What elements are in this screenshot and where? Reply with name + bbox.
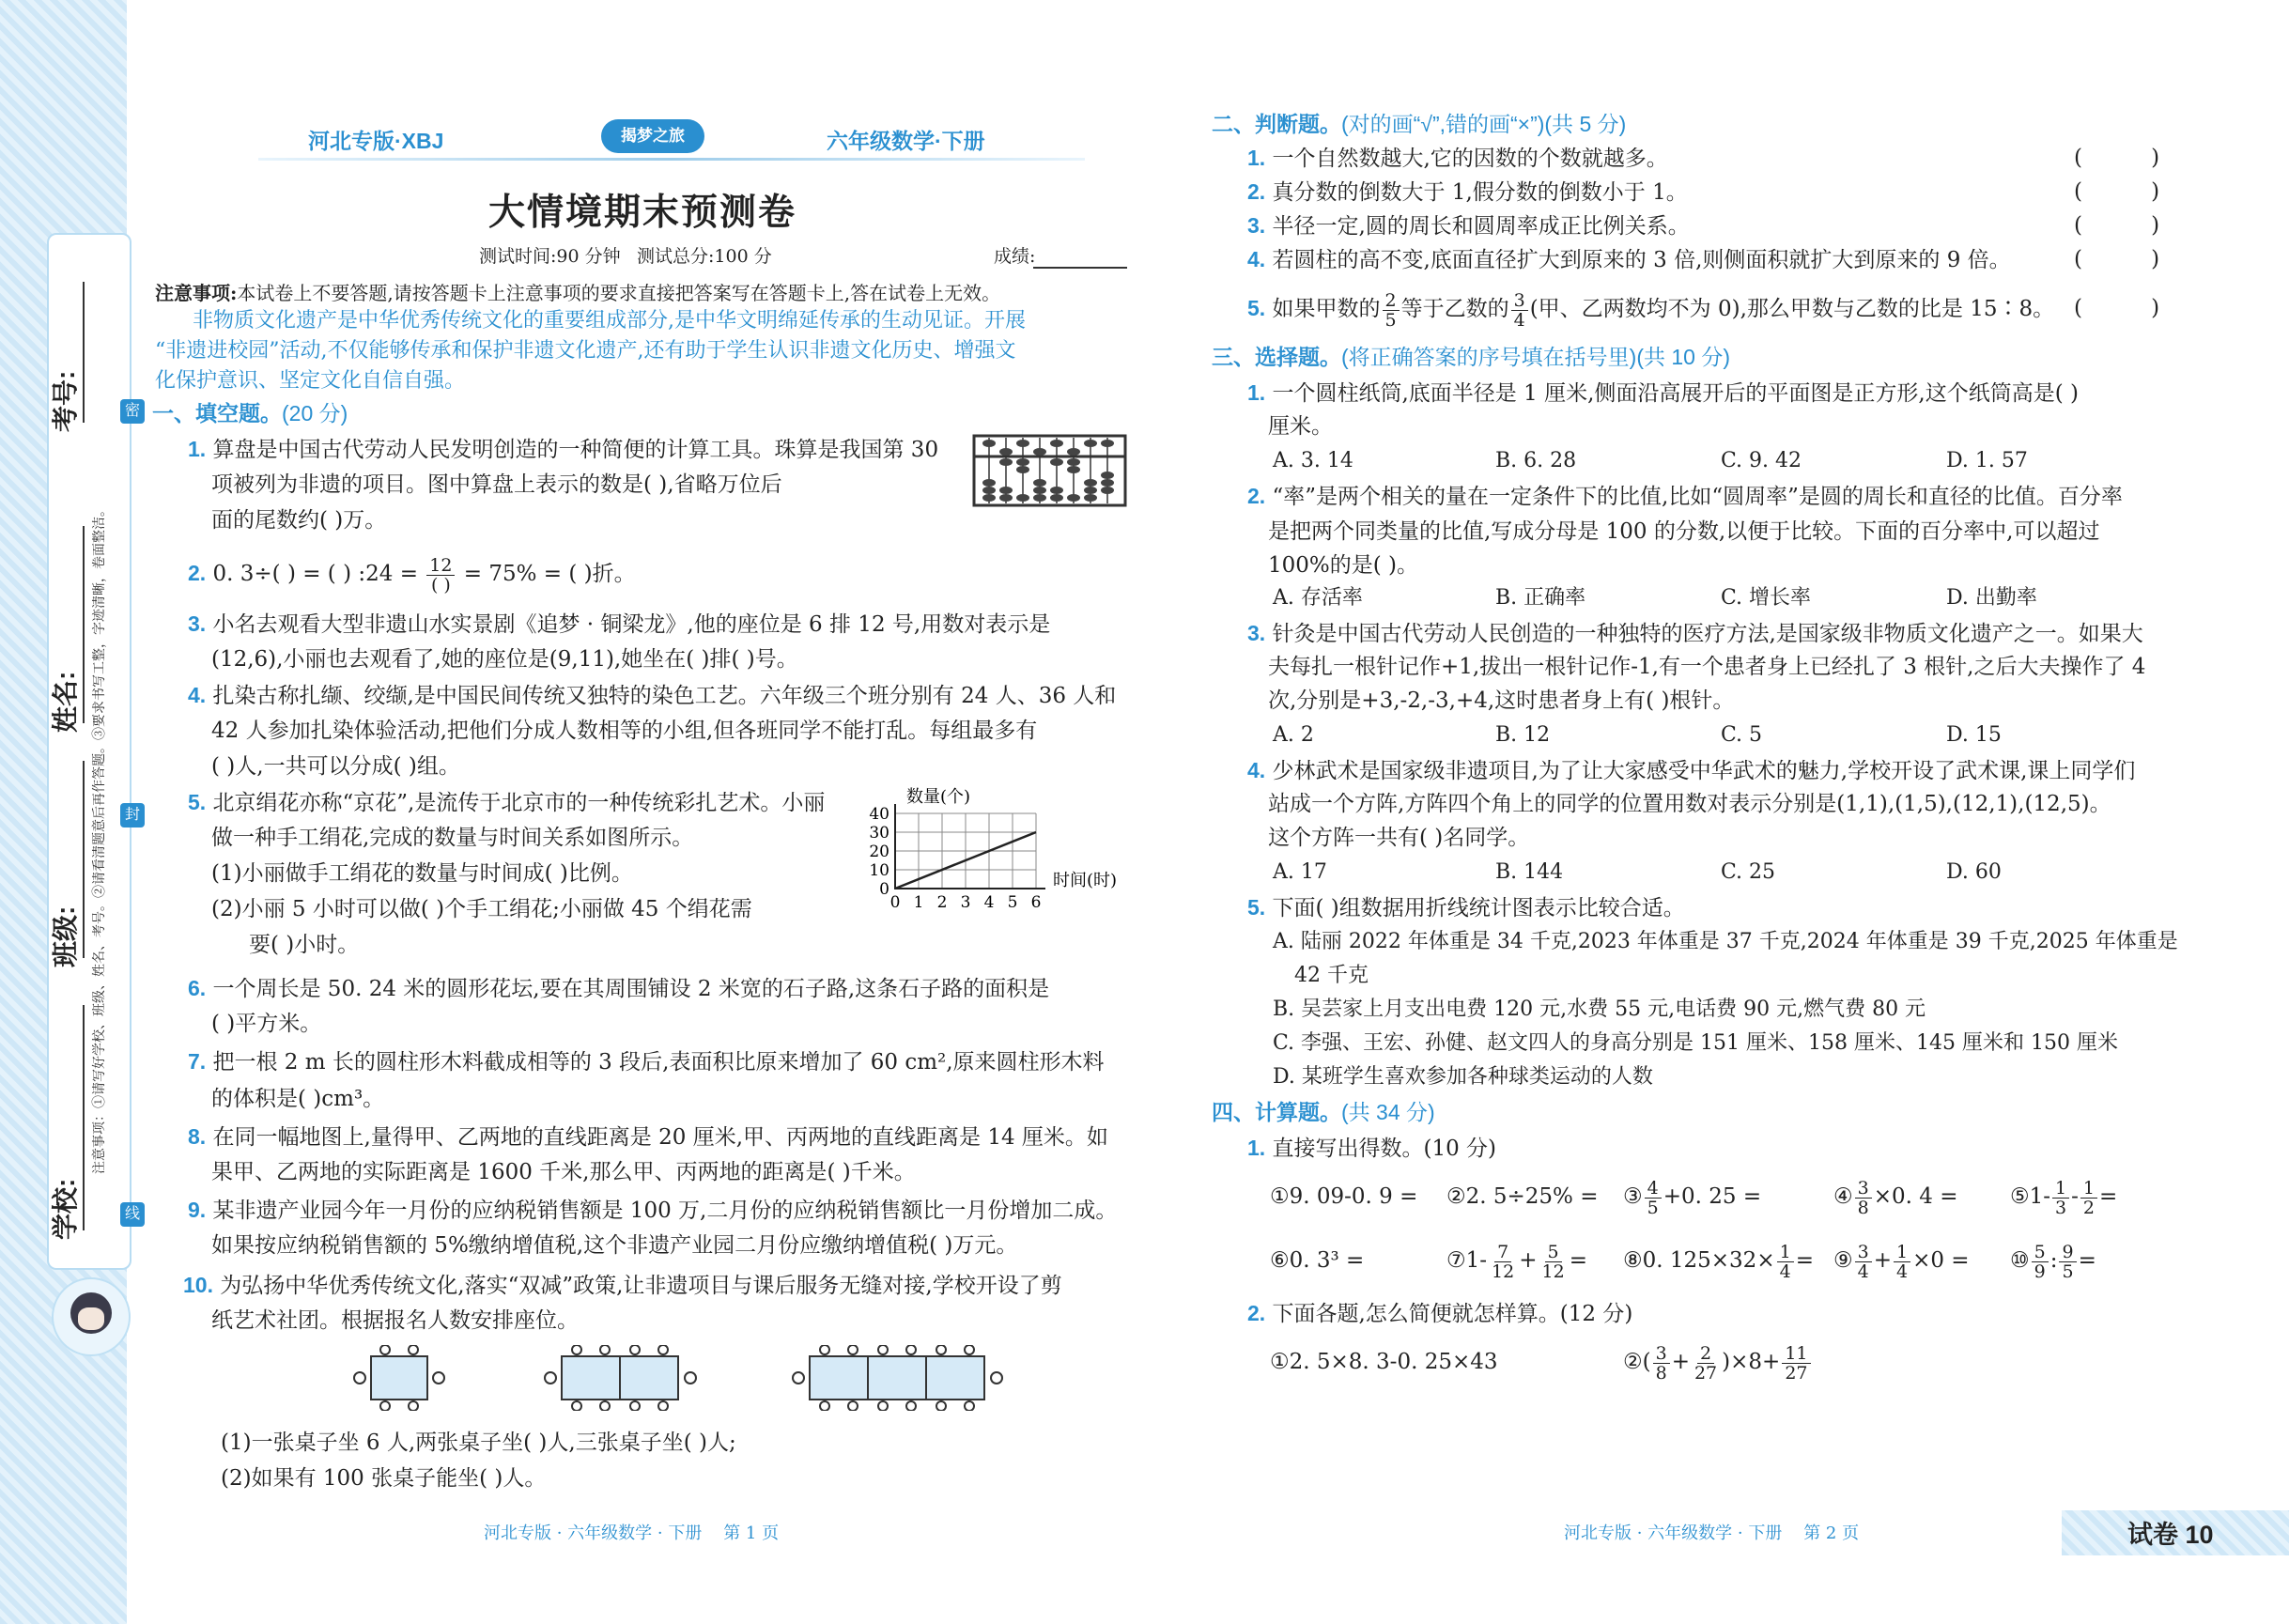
- choice-3-option-b[interactable]: B. 12: [1495, 723, 1551, 747]
- judge-3-number: 3.: [1247, 213, 1266, 238]
- judge-4-number: 4.: [1247, 247, 1266, 271]
- q5-line-4: (2)小丽 5 小时可以做( )个手工绢花;小丽做 45 个绢花需: [211, 897, 752, 921]
- frac-den: 4: [1857, 1261, 1869, 1282]
- calc-item-10-frac-a: [2032, 1243, 2049, 1281]
- frac-num: 2: [1697, 1344, 1714, 1364]
- frac-den: 4: [1513, 309, 1525, 331]
- judge-5-text-a: 如果甲数的: [1272, 297, 1381, 321]
- section-2-title: [1212, 109, 1626, 139]
- q1-line-1: [188, 434, 938, 465]
- q10-number: 10.: [183, 1273, 213, 1297]
- notice-label: 注意事项:: [155, 282, 238, 304]
- q1-number: 1.: [188, 437, 207, 461]
- choice-2-option-c[interactable]: C. 增长率: [1721, 586, 1812, 610]
- choice-3-number: 3.: [1247, 621, 1266, 645]
- section-3-label: 三、选择题。: [1212, 345, 1341, 369]
- frac-num: 3: [1855, 1243, 1872, 1262]
- choice-5-option-a-line-1[interactable]: A. 陆丽 2022 年体重是 34 千克,2023 年体重是 37 千克,2024 年体重是 39 千克,2025 年体重是: [1273, 930, 2178, 953]
- frac-num: 2: [1383, 291, 1400, 311]
- frac-num: 3: [1653, 1344, 1670, 1364]
- judge-3-answer[interactable]: ( ): [2074, 213, 2160, 238]
- choice-5-option-b[interactable]: B. 吴芸家上月支出电费 120 元,水费 55 元,电话费 90 元,燃气费 80 元: [1273, 998, 1926, 1021]
- judge-5-text-b: 等于乙数的: [1400, 297, 1509, 321]
- footer-left: 河北专版 · 六年级数学 · 下册 第 1 页: [484, 1523, 780, 1543]
- q9-text-1: 某非遗产业园今年一月份的应纳税销售额是 100 万,二月份的应纳税销售额比一月份增加二成。: [212, 1199, 1118, 1223]
- name-line: [83, 526, 85, 723]
- q4-line-3: ( )人,一共可以分成( )组。: [211, 754, 460, 779]
- intro-line-1: 非物质文化遗产是中华优秀传统文化的重要组成部分,是中华文明绵延传承的生动见证。开展: [193, 309, 1026, 333]
- calc-item-10-label: ⑩: [2010, 1248, 2030, 1273]
- class-label: 班级:: [51, 905, 80, 967]
- choice-3-line-2: 夫每扎一根针记作+1,拔出一根针记作-1,有一个患者身上已经扎了 3 根针,之后大夫操作了 4: [1268, 655, 2146, 679]
- choice-3-option-a[interactable]: A. 2: [1273, 723, 1314, 747]
- page-title: 大情境期末预测卷: [488, 191, 797, 234]
- calc-item-8-frac: [1777, 1243, 1794, 1281]
- school-line: [83, 1005, 85, 1230]
- section-3-note: (将正确答案的序号填在括号里)(共 10 分): [1341, 345, 1730, 369]
- q2-line: [188, 552, 636, 595]
- calc-item-5-frac-b: [2080, 1179, 2097, 1217]
- calc-item-8: [1623, 1234, 1814, 1287]
- frac-num: 4: [1645, 1179, 1662, 1199]
- judge-2-number: 2.: [1247, 179, 1266, 204]
- judge-5: [1247, 287, 2054, 330]
- calc-item-7-tail: =: [1569, 1248, 1587, 1273]
- choice-2-line-2: 是把两个同类量的比值,写成分母是 100 的分数,以便于比较。下面的百分率中,可以超过: [1268, 519, 2100, 544]
- judge-2-text: 真分数的倒数大于 1,假分数的倒数小于 1。: [1272, 180, 1688, 205]
- section-1-title: [152, 398, 348, 428]
- seal-mark-3: 线: [120, 1202, 145, 1227]
- judge-5-answer[interactable]: ( ): [2074, 296, 2160, 320]
- school-label: 学校:: [51, 1178, 80, 1240]
- q5-line-3: (1)小丽做手工绢花的数量与时间成( )比例。: [211, 861, 633, 886]
- calc-expr-2: [1623, 1336, 1813, 1388]
- frac-num: 7: [1494, 1243, 1511, 1262]
- frac-den: 27: [1785, 1362, 1808, 1384]
- judge-4-text: 若圆柱的高不变,底面直径扩大到原来的 3 倍,则侧面积就扩大到原来的 9 倍。: [1272, 248, 2011, 272]
- choice-3-text-1: 针灸是中国古代劳动人民创造的一种独特的医疗方法,是国家级非物质文化遗产之一。如果大: [1272, 622, 2143, 646]
- chart-x-axis-label: 时间(时): [1053, 871, 1118, 890]
- footer-right: 河北专版 · 六年级数学 · 下册 第 2 页: [1564, 1523, 1860, 1543]
- q6-line-2: ( )平方米。: [211, 1012, 322, 1036]
- calc-item-1: ①9. 09-0. 9 =: [1270, 1184, 1418, 1209]
- calc-item-5-frac-a: [2052, 1179, 2069, 1217]
- chart-y-tick-label: 10: [869, 861, 889, 880]
- section-1-note: (20 分): [282, 401, 348, 425]
- frac-den: 5: [1647, 1197, 1659, 1218]
- header-banner-line: [258, 158, 1085, 161]
- choice-2-text-1: “率”是两个相关的量在一定条件下的比值,比如“圆周率”是圆的周长和直径的比值。百分率: [1272, 485, 2123, 509]
- class-line: [83, 761, 85, 958]
- calc-q1-number: 1.: [1247, 1136, 1266, 1160]
- frac-num: 3: [1855, 1179, 1872, 1199]
- test-score-total: 测试总分:100 分: [637, 246, 772, 267]
- calc-item-9-frac-a: [1855, 1243, 1872, 1281]
- calc-item-5-label: ⑤1-: [2010, 1184, 2051, 1209]
- judge-1-text: 一个自然数越大,它的因数的个数就越多。: [1272, 147, 1668, 171]
- calc-item-3-frac: [1645, 1179, 1662, 1217]
- q3-line-2: (12,6),小丽也去观看了,她的座位是(9,11),她坐在( )排( )号。: [211, 647, 798, 672]
- choice-3-option-d[interactable]: D. 15: [1946, 723, 2002, 747]
- calc-item-3-tail: +0. 25 =: [1663, 1184, 1762, 1209]
- calc-item-9-tail: ×0 =: [1912, 1248, 1970, 1273]
- student-no-line: [83, 282, 85, 423]
- q3-line-1: [188, 609, 1050, 640]
- section-2-label: 二、判断题。: [1212, 112, 1341, 136]
- frac-den: 8: [1857, 1197, 1869, 1218]
- q4-text-1: 扎染古称扎缬、绞缬,是中国民间传统又独特的染色工艺。六年级三个班分别有 24 人、36 人和: [212, 684, 1117, 708]
- abacus-image: [972, 434, 1127, 507]
- frac-den: 4: [1896, 1261, 1909, 1282]
- footer-badge: 试卷 10: [2127, 1521, 2214, 1549]
- mascot-icon: [52, 1277, 131, 1356]
- chart-x-tick-label: 2: [936, 893, 948, 912]
- chart-y-tick-label: 20: [869, 843, 889, 861]
- frac-den: 2: [2082, 1197, 2095, 1218]
- choice-2-line-1: [1247, 481, 2123, 512]
- table-three: [791, 1345, 1005, 1411]
- q4-number: 4.: [188, 683, 207, 707]
- choice-5-option-c[interactable]: C. 李强、王宏、孙健、赵文四人的身高分别是 151 厘米、158 厘米、145 厘米和 150 厘米: [1273, 1031, 2118, 1055]
- sidebar-notice: 注意事项：①请写好学校、班级、姓名、考号。②请看清题意后再作答题。③要求书写工整，字迹清晰，卷面整洁。: [92, 503, 107, 1174]
- chart-x-tick-label: 0: [889, 893, 901, 912]
- judge-4: [1247, 244, 2011, 275]
- q6-text-1: 一个周长是 50. 24 米的圆形花坛,要在其周围铺设 2 米宽的石子路,这条石子路的面积是: [212, 977, 1050, 1001]
- frac-den: 12: [1541, 1261, 1565, 1282]
- choice-3-line-3: 次,分别是+3,-2,-3,+4,这时患者身上有( )根针。: [1268, 688, 1735, 713]
- frac-num: 5: [1545, 1243, 1562, 1262]
- choice-2-option-b[interactable]: B. 正确率: [1495, 586, 1586, 610]
- q8-line-1: [188, 1121, 1108, 1152]
- q2-text-b: = 75% = ( )折。: [463, 562, 636, 586]
- calc-item-2: ②2. 5÷25% =: [1446, 1184, 1599, 1209]
- frac-den: 5: [1384, 309, 1397, 331]
- calc-item-7-frac-b: [1539, 1243, 1568, 1281]
- frac-den: 5: [2062, 1261, 2074, 1282]
- chart-y-tick-label: 0: [879, 880, 889, 899]
- student-no-label: 考号:: [51, 370, 80, 432]
- calc-item-6: ⑥0. 3³ =: [1270, 1248, 1365, 1273]
- frac-den: 4: [1779, 1261, 1791, 1282]
- name-label: 姓名:: [51, 671, 80, 733]
- choice-4-number: 4.: [1247, 758, 1266, 782]
- frac-num: 1: [2052, 1179, 2069, 1199]
- calc-item-7-label: ⑦1-: [1446, 1248, 1488, 1273]
- choice-5-line-1: [1247, 892, 1685, 923]
- q5-line-2: 做一种手工绢花,完成的数量与时间关系如图所示。: [211, 826, 694, 850]
- q8-line-2: 果甲、乙两地的实际距离是 1600 千米,那么甲、丙两地的距离是( )千米。: [211, 1160, 916, 1184]
- intro-line-3: 化保护意识、坚定文化自信自强。: [155, 369, 466, 393]
- intro-line-2: “非遗进校园”活动,不仅能够传承和保护非遗文化遗产,还有助于学生认识非遗文化历史、增强文: [155, 339, 1016, 363]
- calc-item-5-tail: =: [2099, 1184, 2118, 1209]
- choice-5-option-d[interactable]: D. 某班学生喜欢参加各种球类运动的人数: [1273, 1065, 1653, 1089]
- score-label: 成绩:: [994, 246, 1036, 267]
- judge-5-frac-2: [1511, 291, 1528, 330]
- choice-4-option-a[interactable]: A. 17: [1273, 860, 1327, 884]
- calc-item-9-label: ⑨: [1833, 1248, 1853, 1273]
- q2-frac-den: ( ): [430, 574, 451, 595]
- choice-5-option-a-line-2: 42 千克: [1294, 964, 1369, 987]
- judge-1-answer[interactable]: ( ): [2074, 146, 2160, 170]
- judge-1: [1247, 143, 1668, 174]
- q2-number: 2.: [188, 561, 207, 585]
- frac-num: 5: [2032, 1243, 2049, 1262]
- choice-1-option-b[interactable]: B. 6. 28: [1495, 449, 1577, 472]
- chart-x-tick-label: 5: [1007, 893, 1018, 912]
- chart-x-tick-label: 4: [983, 893, 995, 912]
- chart-y-tick-label: 30: [869, 824, 889, 843]
- chart-x-tick-label: 6: [1030, 893, 1042, 912]
- q6-line-1: [188, 973, 1049, 1004]
- chart-x-tick-label: 3: [960, 893, 971, 912]
- frac-den: 12: [1492, 1261, 1515, 1282]
- q10-text-1: 为弘扬中华优秀传统文化,落实“双减”政策,让非遗项目与课后服务无缝对接,学校开设了剪: [220, 1274, 1062, 1298]
- q7-line-1: [188, 1046, 1105, 1077]
- judge-4-answer[interactable]: ( ): [2074, 247, 2160, 271]
- judge-5-frac-1: [1383, 291, 1400, 330]
- choice-4-option-b[interactable]: B. 144: [1495, 860, 1564, 884]
- choice-2-line-3: 100%的是( )。: [1268, 553, 1419, 578]
- q5-number: 5.: [188, 790, 207, 814]
- choice-1-number: 1.: [1247, 380, 1266, 405]
- q1-line-2: 项被列为非遗的项目。图中算盘上表示的数是( ),省略万位后: [211, 472, 782, 497]
- calc-item-7-op: +: [1519, 1248, 1538, 1273]
- choice-5-number: 5.: [1247, 895, 1266, 920]
- frac-num: 3: [1511, 291, 1528, 311]
- chart-y-axis-label: 数量(个): [906, 787, 971, 807]
- header-logo: 揭梦之旅: [601, 119, 704, 153]
- choice-1-option-d[interactable]: D. 1. 57: [1946, 449, 2028, 472]
- calc-item-7: [1446, 1234, 1587, 1287]
- choice-4-option-d[interactable]: D. 60: [1946, 860, 2002, 884]
- judge-5-number: 5.: [1247, 296, 1266, 320]
- frac-num: 1: [2080, 1179, 2097, 1199]
- frac-num: 11: [1782, 1344, 1810, 1364]
- header-left: 河北专版·XBJ: [308, 129, 444, 153]
- calc-item-3-label: ③: [1623, 1184, 1643, 1209]
- section-3-title: [1212, 342, 1730, 372]
- choice-1-line-2: 厘米。: [1268, 414, 1333, 439]
- calc-q2-text: 下面各题,怎么简便就怎样算。(12 分): [1272, 1302, 1633, 1326]
- chart-y-tick-label: 40: [869, 805, 889, 824]
- notice: [155, 278, 1000, 308]
- choice-2-option-d[interactable]: D. 出勤率: [1946, 586, 2037, 610]
- frac-den: 3: [2055, 1197, 2067, 1218]
- frac-den: 27: [1694, 1362, 1718, 1384]
- section-4-label: 四、计算题。: [1212, 1100, 1341, 1124]
- choice-3-option-c[interactable]: C. 5: [1721, 723, 1763, 747]
- choice-4-line-3: 这个方阵一共有( )名同学。: [1268, 826, 1530, 850]
- frac-num: 1: [1777, 1243, 1794, 1262]
- choice-1-line-1: [1247, 378, 2079, 409]
- calc-expr-1: ①2. 5×8. 3-0. 25×43: [1270, 1350, 1498, 1374]
- q2-fraction: [426, 556, 455, 595]
- q10-line-3: (1)一张桌子坐 6 人,两张桌子坐( )人,三张桌子坐( )人;: [221, 1431, 736, 1455]
- section-2-note: (对的画“√”,错的画“×”)(共 5 分): [1341, 112, 1627, 136]
- frac-num: 9: [2059, 1243, 2076, 1262]
- frac-den: 8: [1655, 1362, 1667, 1384]
- q7-line-2: 的体积是( )cm³。: [211, 1087, 385, 1111]
- seal-mark-1: 密: [120, 399, 145, 424]
- section-4-note: (共 34 分): [1341, 1100, 1435, 1124]
- calc-item-10: [2010, 1234, 2096, 1287]
- seal-mark-2: 封: [120, 803, 145, 827]
- frac-num: 1: [1894, 1243, 1910, 1262]
- calc-item-5: [2010, 1170, 2117, 1223]
- q9-line-1: [188, 1195, 1117, 1226]
- calc-item-10-tail: =: [2078, 1248, 2096, 1273]
- calc-expr-2-frac-1: [1653, 1344, 1670, 1383]
- q4-line-2: 42 人参加扎染体验活动,把他们分成人数相等的小组,但各班同学不能打乱。每组最多有: [211, 719, 1038, 743]
- calc-item-9-op: +: [1873, 1248, 1892, 1273]
- calc-expr-2-mid: )×8+: [1722, 1350, 1781, 1374]
- choice-2-option-a[interactable]: A. 存活率: [1273, 586, 1363, 610]
- calc-item-4-tail: ×0. 4 =: [1873, 1184, 1958, 1209]
- calc-item-4-label: ④: [1833, 1184, 1853, 1209]
- q3-text-1: 小名去观看大型非遗山水实景剧《追梦 · 铜梁龙》,他的座位是 6 排 12 号,用数对表示是: [212, 612, 1051, 637]
- calc-item-10-op: :: [2049, 1248, 2058, 1273]
- q10-line-4: (2)如果有 100 张桌子能坐( )人。: [221, 1466, 547, 1491]
- q5-text-1: 北京绢花亦称“京花”,是流传于北京市的一种传统彩扎艺术。小丽: [212, 791, 826, 815]
- choice-4-option-c[interactable]: C. 25: [1721, 860, 1776, 884]
- calc-q2-number: 2.: [1247, 1301, 1266, 1325]
- score-line: [1033, 267, 1127, 269]
- q9-number: 9.: [188, 1198, 207, 1222]
- calc-expr-2-frac-2: [1692, 1344, 1720, 1383]
- q2-frac-num: 12: [426, 556, 455, 576]
- calc-item-9-frac-b: [1894, 1243, 1910, 1281]
- header-right: 六年级数学·下册: [827, 129, 985, 153]
- section-1-label: 一、填空题。: [152, 401, 282, 425]
- q8-number: 8.: [188, 1124, 207, 1149]
- calc-item-5-op: -: [2071, 1184, 2079, 1209]
- q2-text-a: 0. 3÷( ) = ( ) :24 =: [212, 562, 418, 586]
- notice-text: 本试卷上不要答题,请按答题卡上注意事项的要求直接把答案写在答题卡上,答在试卷上无效。: [237, 282, 1001, 304]
- calc-item-8-tail: =: [1795, 1248, 1814, 1273]
- q5-line-chart: [859, 785, 1141, 917]
- judge-3-text: 半径一定,圆的周长和圆周率成正比例关系。: [1272, 214, 1690, 239]
- judge-2-answer[interactable]: ( ): [2074, 179, 2160, 204]
- choice-1-option-a[interactable]: A. 3. 14: [1273, 449, 1353, 472]
- frac-den: 9: [2034, 1261, 2046, 1282]
- q10-line-2: 纸艺术社团。根据报名人数安排座位。: [211, 1308, 579, 1333]
- choice-1-option-c[interactable]: C. 9. 42: [1721, 449, 1802, 472]
- calc-item-4-frac: [1855, 1179, 1872, 1217]
- calc-q1-text: 直接写出得数。(10 分): [1272, 1137, 1497, 1161]
- q7-number: 7.: [188, 1049, 207, 1074]
- calc-expr-2-op: +: [1671, 1350, 1690, 1374]
- choice-1-text: 一个圆柱纸筒,底面半径是 1 厘米,侧面沿高展开后的平面图是正方形,这个纸筒高是( ): [1272, 381, 2079, 406]
- calc-item-3: [1623, 1170, 1761, 1223]
- q5-line-5: 要( )小时。: [249, 933, 360, 957]
- choice-3-line-1: [1247, 618, 2143, 649]
- chart-x-tick-label: 1: [913, 893, 924, 912]
- chart-axes: [895, 804, 1045, 889]
- calc-item-7-frac-a: [1489, 1243, 1517, 1281]
- q7-text-1: 把一根 2 m 长的圆柱形木料截成相等的 3 段后,表面积比原来增加了 60 cm²,原来圆柱形木料: [212, 1050, 1105, 1075]
- q4-line-1: [188, 680, 1116, 711]
- q10-line-1: [183, 1270, 1062, 1301]
- table-two: [543, 1345, 698, 1411]
- calc-q2: [1247, 1298, 1632, 1329]
- judge-2: [1247, 177, 1688, 208]
- judge-1-number: 1.: [1247, 146, 1266, 170]
- test-time: 测试时间:90 分钟: [479, 246, 621, 267]
- calc-q1: [1247, 1133, 1496, 1164]
- calc-expr-2-open: ②(: [1623, 1350, 1651, 1374]
- choice-4-line-2: 站成一个方阵,方阵四个角上的同学的位置用数对表示分别是(1,1),(1,5),(12,1),(12,5)。: [1268, 792, 2111, 816]
- q3-number: 3.: [188, 611, 207, 636]
- q1-line-3: 面的尾数约( )万。: [211, 508, 387, 533]
- choice-4-text-1: 少林武术是国家级非遗项目,为了让大家感受中华武术的魅力,学校开设了武术课,课上同学们: [1272, 759, 2136, 783]
- section-4-title: [1212, 1097, 1435, 1127]
- q9-line-2: 如果按应纳税销售额的 5%缴纳增值税,这个非遗产业园二月份应缴纳增值税( )万元。: [211, 1233, 1018, 1258]
- choice-4-line-1: [1247, 755, 2135, 786]
- judge-3: [1247, 210, 1690, 241]
- calc-item-8-label: ⑧0. 125×32×: [1623, 1248, 1775, 1273]
- q8-text-1: 在同一幅地图上,量得甲、乙两地的直线距离是 20 厘米,甲、丙两地的直线距离是 14 厘米。如: [212, 1125, 1108, 1150]
- calc-expr-2-frac-3: [1782, 1344, 1810, 1383]
- choice-2-number: 2.: [1247, 484, 1266, 508]
- q1-text-1: 算盘是中国古代劳动人民发明创造的一种简便的计算工具。珠算是我国第 30: [212, 438, 939, 462]
- choice-5-text-1: 下面( )组数据用折线统计图表示比较合适。: [1272, 896, 1685, 920]
- q5-line-1: [188, 787, 825, 818]
- calc-item-4: [1833, 1170, 1957, 1223]
- calc-item-10-frac-b: [2059, 1243, 2076, 1281]
- table-one: [352, 1345, 446, 1411]
- judge-5-text-c: (甲、乙两数均不为 0),那么甲数与乙数的比是 15∶8。: [1529, 297, 2055, 321]
- q6-number: 6.: [188, 976, 207, 1000]
- calc-item-9: [1833, 1234, 1970, 1287]
